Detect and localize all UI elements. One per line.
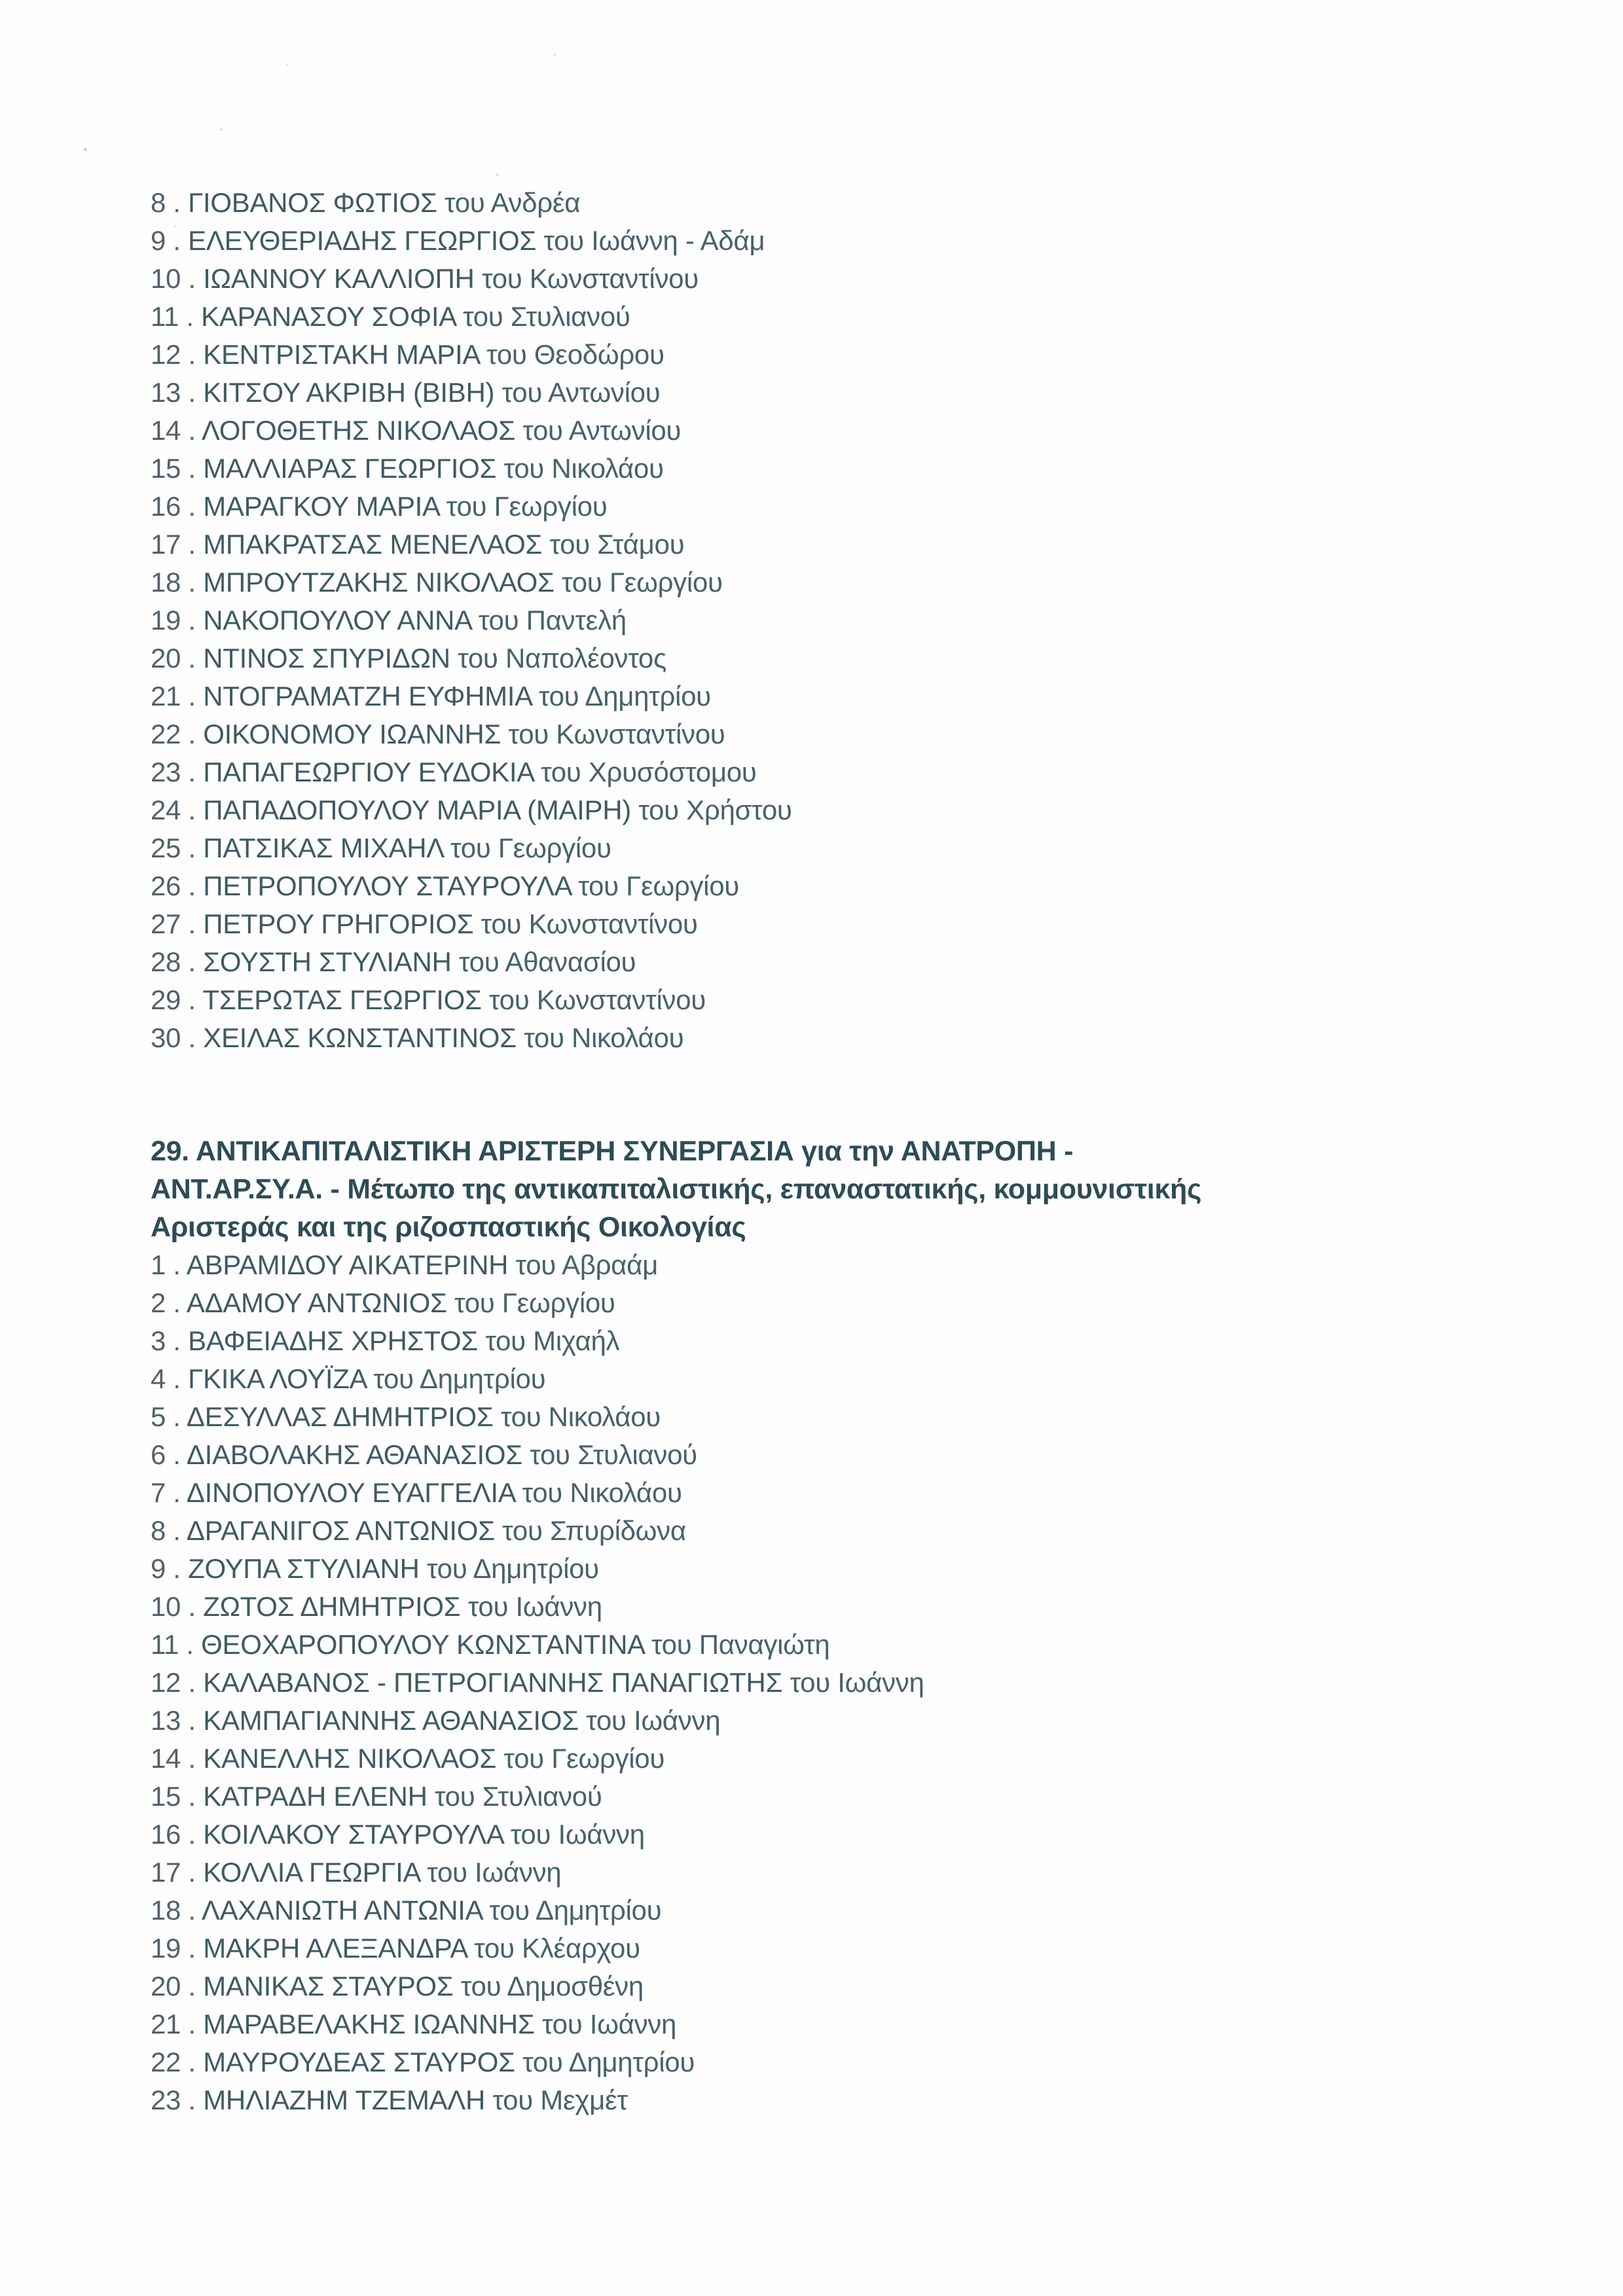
candidate-entry xyxy=(151,1740,1544,1778)
candidate-entry xyxy=(151,1284,1544,1322)
entry-patronymic: του Κλέαρχου xyxy=(474,1933,640,1964)
entry-patronymic: του Στάμου xyxy=(549,529,685,560)
entry-patronymic: του Ναπολέοντος xyxy=(458,643,666,673)
entry-number: 19 . xyxy=(151,1933,196,1964)
candidate-entry xyxy=(151,450,1544,488)
entry-name: ΚΑΜΠΑΓΙΑΝΝΗΣ ΑΘΑΝΑΣΙΟΣ xyxy=(203,1705,579,1736)
candidate-entry xyxy=(151,639,1544,677)
entry-number: 12 . xyxy=(151,339,196,370)
candidate-entry xyxy=(151,184,1544,222)
entry-number: 29 . xyxy=(151,984,196,1015)
candidate-entry xyxy=(151,1626,1544,1664)
candidate-entry xyxy=(151,2043,1544,2081)
entry-number: 25 . xyxy=(151,833,196,863)
entry-number: 11 . xyxy=(151,1629,194,1660)
entry-name: ΤΣΕΡΩΤΑΣ ΓΕΩΡΓΙΟΣ xyxy=(202,984,482,1015)
entry-number: 5 . xyxy=(151,1401,181,1432)
entry-number: 26 . xyxy=(151,870,196,901)
candidate-entry xyxy=(151,260,1544,298)
entry-patronymic: του Παντελή xyxy=(478,605,627,636)
candidate-entry xyxy=(151,715,1544,753)
entry-name: ΑΔΑΜΟΥ ΑΝΤΩΝΙΟΣ xyxy=(186,1287,447,1318)
entry-name: ΜΠΑΚΡΑΤΣΑΣ ΜΕΝΕΛΑΟΣ xyxy=(203,529,543,560)
entry-number: 14 . xyxy=(151,415,196,446)
candidate-entry xyxy=(151,564,1544,601)
entry-patronymic: του Χρυσόστομου xyxy=(541,757,757,787)
entry-name: ΜΠΡΟΥΤΖΑΚΗΣ ΝΙΚΟΛΑΟΣ xyxy=(203,567,555,598)
scan-speck xyxy=(286,63,289,66)
entry-number: 22 . xyxy=(151,719,196,749)
entry-patronymic: του Χρήστου xyxy=(638,795,792,825)
entry-name: ΜΑΥΡΟΥΔΕΑΣ ΣΤΑΥΡΟΣ xyxy=(203,2047,515,2077)
entry-name: ΒΑΦΕΙΑΔΗΣ ΧΡΗΣΤΟΣ xyxy=(188,1325,478,1356)
entry-patronymic: του Δημητρίου xyxy=(489,1895,662,1926)
candidate-entry xyxy=(151,2005,1544,2043)
entry-number: 6 . xyxy=(151,1439,181,1470)
entry-name: ΚΑΛΑΒΑΝΟΣ - ΠΕΤΡΟΓΙΑΝΝΗΣ ΠΑΝΑΓΙΩΤΗΣ xyxy=(203,1667,783,1698)
candidate-list-top xyxy=(151,184,1544,1057)
entry-patronymic: του Στυλιανού xyxy=(530,1439,697,1470)
entry-name: ΘΕΟΧΑΡΟΠΟΥΛΟΥ ΚΩΝΣΤΑΝΤΙΝΑ xyxy=(201,1629,644,1660)
entry-number: 18 . xyxy=(151,1895,196,1926)
party-heading-line-1: 29. ΑΝΤΙΚΑΠΙΤΑΛΙΣΤΙΚΗ ΑΡΙΣΤΕΡΗ ΣΥΝΕΡΓΑΣΙΑ για την ΑΝΑΤΡΟΠΗ - xyxy=(151,1136,1074,1167)
entry-name: ΓΚΙΚΑ ΛΟΥΪΖΑ xyxy=(188,1363,366,1394)
entry-number: 15 . xyxy=(151,453,196,484)
entry-number: 1 . xyxy=(151,1249,181,1280)
entry-number: 30 . xyxy=(151,1022,196,1053)
candidate-entry xyxy=(151,222,1544,260)
entry-number: 20 . xyxy=(151,643,196,673)
entry-number: 28 . xyxy=(151,946,196,977)
entry-name: ΧΕΙΛΑΣ ΚΩΝΣΤΑΝΤΙΝΟΣ xyxy=(203,1022,517,1053)
entry-name: ΔΙΑΒΟΛΑΚΗΣ ΑΘΑΝΑΣΙΟΣ xyxy=(186,1439,522,1470)
entry-number: 3 . xyxy=(151,1325,181,1356)
candidate-entry xyxy=(151,1474,1544,1512)
entry-patronymic: του Γεωργίου xyxy=(450,833,611,863)
entry-number: 21 . xyxy=(151,681,196,711)
entry-patronymic: του Αντωνίου xyxy=(501,377,661,408)
entry-patronymic: του Μιχαήλ xyxy=(485,1325,620,1356)
entry-patronymic: του Γεωργίου xyxy=(446,491,608,522)
candidate-entry xyxy=(151,1664,1544,1702)
entry-number: 10 . xyxy=(151,1591,196,1622)
entry-number: 17 . xyxy=(151,1857,196,1888)
entry-name: ΓΙΟΒΑΝΟΣ ΦΩΤΙΟΣ xyxy=(188,187,437,218)
candidate-entry xyxy=(151,1778,1544,1816)
entry-name: ΜΑΡΑΓΚΟΥ ΜΑΡΙΑ xyxy=(203,491,439,522)
candidate-entry xyxy=(151,1816,1544,1854)
entry-patronymic: του Δημητρίου xyxy=(538,681,711,711)
entry-name: ΚΙΤΣΟΥ ΑΚΡΙΒΗ (ΒΙΒΗ) xyxy=(203,377,495,408)
entry-name: ΠΕΤΡΟΥ ΓΡΗΓΟΡΙΟΣ xyxy=(203,908,474,939)
scan-speck xyxy=(553,54,556,56)
entry-patronymic: του Σπυρίδωνα xyxy=(502,1515,686,1546)
entry-patronymic: του Στυλιανού xyxy=(463,301,630,332)
entry-name: ΔΡΑΓΑΝΙΓΟΣ ΑΝΤΩΝΙΟΣ xyxy=(186,1515,495,1546)
candidate-entry xyxy=(151,412,1544,450)
candidate-entry xyxy=(151,981,1544,1019)
entry-name: ΟΙΚΟΝΟΜΟΥ ΙΩΑΝΝΗΣ xyxy=(203,719,501,749)
entry-name: ΚΕΝΤΡΙΣΤΑΚΗ ΜΑΡΙΑ xyxy=(203,339,479,370)
candidate-entry xyxy=(151,1892,1544,1929)
candidate-entry xyxy=(151,488,1544,526)
entry-patronymic: του Δημητρίου xyxy=(426,1553,599,1584)
entry-patronymic: του Ιωάννη xyxy=(427,1857,562,1888)
party-heading-line-2: ΑΝΤ.ΑΡ.ΣΥ.Α. - Μέτωπο της αντικαπιταλιστικής, επαναστατικής, κομμουνιστικής xyxy=(151,1174,1202,1205)
entry-name: ΚΟΙΛΑΚΟΥ ΣΤΑΥΡΟΥΛΑ xyxy=(203,1819,503,1850)
candidate-entry xyxy=(151,1246,1544,1284)
candidate-entry xyxy=(151,601,1544,639)
entry-name: ΕΛΕΥΘΕΡΙΑΔΗΣ ΓΕΩΡΓΙΟΣ xyxy=(188,225,536,256)
entry-patronymic: του Στυλιανού xyxy=(434,1781,602,1812)
candidate-entry xyxy=(151,1398,1544,1436)
entry-patronymic: του Αθανασίου xyxy=(458,946,636,977)
entry-number: 23 . xyxy=(151,2085,196,2115)
entry-number: 4 . xyxy=(151,1363,181,1394)
entry-number: 7 . xyxy=(151,1477,181,1508)
entry-patronymic: του Ανδρέα xyxy=(445,187,581,218)
entry-patronymic: του Ιωάννη xyxy=(467,1591,602,1622)
entry-patronymic: του Νικολάου xyxy=(503,453,664,484)
entry-patronymic: του Μεχμέτ xyxy=(492,2085,628,2115)
entry-name: ΚΑΝΕΛΛΗΣ ΝΙΚΟΛΑΟΣ xyxy=(203,1743,497,1774)
candidate-entry xyxy=(151,1929,1544,1967)
candidate-entry xyxy=(151,1588,1544,1626)
entry-patronymic: του Κωνσταντίνου xyxy=(508,719,725,749)
entry-number: 17 . xyxy=(151,529,196,560)
entry-number: 2 . xyxy=(151,1287,181,1318)
entry-name: ΝΑΚΟΠΟΥΛΟΥ ΑΝΝΑ xyxy=(203,605,471,636)
entry-name: ΠΑΤΣΙΚΑΣ ΜΙΧΑΗΛ xyxy=(203,833,443,863)
candidate-entry xyxy=(151,374,1544,412)
entry-patronymic: του Νικολάου xyxy=(524,1022,684,1053)
entry-name: ΚΑΤΡΑΔΗ ΕΛΕΝΗ xyxy=(203,1781,428,1812)
candidate-entry xyxy=(151,829,1544,867)
entry-patronymic: του Γεωργίου xyxy=(562,567,723,598)
entry-name: ΛΟΓΟΘΕΤΗΣ ΝΙΚΟΛΑΟΣ xyxy=(201,415,515,446)
entry-number: 12 . xyxy=(151,1667,196,1698)
scan-speck xyxy=(220,128,223,131)
entry-patronymic: του Νικολάου xyxy=(522,1477,682,1508)
entry-name: ΑΒΡΑΜΙΔΟΥ ΑΙΚΑΤΕΡΙΝΗ xyxy=(186,1249,509,1280)
entry-patronymic: του Κωνσταντίνου xyxy=(488,984,706,1015)
entry-patronymic: του Γεωργίου xyxy=(578,870,739,901)
entry-name: ΚΟΛΛΙΑ ΓΕΩΡΓΙΑ xyxy=(203,1857,420,1888)
entry-name: ΙΩΑΝΝΟΥ ΚΑΛΛΙΟΠΗ xyxy=(203,263,475,294)
entry-name: ΚΑΡΑΝΑΣΟΥ ΣΟΦΙΑ xyxy=(201,301,456,332)
entry-patronymic: του Ιωάννη - Αδάμ xyxy=(543,225,765,256)
entry-patronymic: του Δημητρίου xyxy=(522,2047,695,2077)
party-heading xyxy=(151,1132,1544,1246)
page-content xyxy=(151,184,1544,2119)
entry-patronymic: του Κωνσταντίνου xyxy=(481,263,699,294)
entry-patronymic: του Γεωργίου xyxy=(503,1743,665,1774)
candidate-entry xyxy=(151,867,1544,905)
candidate-entry xyxy=(151,526,1544,564)
entry-name: ΜΗΛΙΑΖΗΜ ΤΖΕΜΑΛΗ xyxy=(203,2085,486,2115)
candidate-entry xyxy=(151,1967,1544,2005)
candidate-entry xyxy=(151,1702,1544,1740)
entry-name: ΝΤΟΓΡΑΜΑΤΖΗ ΕΥΦΗΜΙΑ xyxy=(203,681,532,711)
entry-patronymic: του Θεοδώρου xyxy=(486,339,665,370)
entry-number: 22 . xyxy=(151,2047,196,2077)
entry-patronymic: του Νικολάου xyxy=(500,1401,661,1432)
entry-number: 9 . xyxy=(151,225,181,256)
entry-name: ΣΟΥΣΤΗ ΣΤΥΛΙΑΝΗ xyxy=(203,946,452,977)
entry-number: 16 . xyxy=(151,1819,196,1850)
candidate-list-bottom xyxy=(151,1246,1544,2119)
entry-name: ΜΑΝΙΚΑΣ ΣΤΑΥΡΟΣ xyxy=(203,1971,454,2001)
candidate-entry xyxy=(151,1854,1544,1892)
entry-name: ΖΟΥΠΑ ΣΤΥΛΙΑΝΗ xyxy=(188,1553,420,1584)
candidate-entry xyxy=(151,753,1544,791)
entry-number: 21 . xyxy=(151,2009,196,2039)
entry-number: 8 . xyxy=(151,187,181,218)
scan-speck xyxy=(84,148,87,151)
entry-name: ΔΙΝΟΠΟΥΛΟΥ ΕΥΑΓΓΕΛΙΑ xyxy=(186,1477,515,1508)
entry-number: 13 . xyxy=(151,377,196,408)
entry-name: ΠΑΠΑΔΟΠΟΥΛΟΥ ΜΑΡΙΑ (ΜΑΙΡΗ) xyxy=(203,795,631,825)
entry-number: 19 . xyxy=(151,605,196,636)
entry-name: ΖΩΤΟΣ ΔΗΜΗΤΡΙΟΣ xyxy=(203,1591,461,1622)
entry-patronymic: του Δημοσθένη xyxy=(460,1971,644,2001)
candidate-entry xyxy=(151,2081,1544,2119)
entry-number: 23 . xyxy=(151,757,196,787)
entry-number: 20 . xyxy=(151,1971,196,2001)
entry-name: ΛΑΧΑΝΙΩΤΗ ΑΝΤΩΝΙΑ xyxy=(201,1895,482,1926)
entry-patronymic: του Δημητρίου xyxy=(373,1363,546,1394)
entry-name: ΜΑΚΡΗ ΑΛΕΞΑΝΔΡΑ xyxy=(203,1933,467,1964)
entry-number: 27 . xyxy=(151,908,196,939)
party-heading-line-3: Αριστεράς και της ριζοσπαστικής Οικολογίας xyxy=(151,1211,746,1243)
entry-patronymic: του Ιωάννη xyxy=(510,1819,645,1850)
entry-patronymic: του Ιωάννη xyxy=(790,1667,924,1698)
entry-patronymic: του Αντωνίου xyxy=(522,415,682,446)
entry-patronymic: του Παναγιώτη xyxy=(651,1629,830,1660)
candidate-entry xyxy=(151,1550,1544,1588)
entry-name: ΝΤΙΝΟΣ ΣΠΥΡΙΔΩΝ xyxy=(203,643,450,673)
entry-name: ΜΑΡΑΒΕΛΑΚΗΣ ΙΩΑΝΝΗΣ xyxy=(203,2009,535,2039)
entry-number: 18 . xyxy=(151,567,196,598)
candidate-entry xyxy=(151,1360,1544,1398)
entry-number: 10 . xyxy=(151,263,196,294)
candidate-entry xyxy=(151,943,1544,981)
entry-name: ΠΕΤΡΟΠΟΥΛΟΥ ΣΤΑΥΡΟΥΛΑ xyxy=(203,870,571,901)
candidate-entry xyxy=(151,336,1544,374)
candidate-entry xyxy=(151,905,1544,943)
entry-name: ΠΑΠΑΓΕΩΡΓΙΟΥ ΕΥΔΟΚΙΑ xyxy=(203,757,534,787)
entry-patronymic: του Γεωργίου xyxy=(454,1287,615,1318)
entry-number: 11 . xyxy=(151,301,194,332)
entry-patronymic: του Ιωάννη xyxy=(586,1705,721,1736)
entry-name: ΜΑΛΛΙΑΡΑΣ ΓΕΩΡΓΙΟΣ xyxy=(203,453,497,484)
candidate-entry xyxy=(151,1019,1544,1057)
candidate-entry xyxy=(151,298,1544,336)
entry-patronymic: του Αβραάμ xyxy=(515,1249,659,1280)
candidate-entry xyxy=(151,1322,1544,1360)
entry-number: 24 . xyxy=(151,795,196,825)
entry-number: 14 . xyxy=(151,1743,196,1774)
entry-number: 8 . xyxy=(151,1515,181,1546)
candidate-entry xyxy=(151,1512,1544,1550)
candidate-entry xyxy=(151,1436,1544,1474)
entry-number: 9 . xyxy=(151,1553,181,1584)
entry-name: ΔΕΣΥΛΛΑΣ ΔΗΜΗΤΡΙΟΣ xyxy=(186,1401,494,1432)
entry-number: 16 . xyxy=(151,491,196,522)
entry-patronymic: του Κωνσταντίνου xyxy=(481,908,698,939)
entry-number: 15 . xyxy=(151,1781,196,1812)
entry-number: 13 . xyxy=(151,1705,196,1736)
entry-patronymic: του Ιωάννη xyxy=(541,2009,677,2039)
candidate-entry xyxy=(151,791,1544,829)
scan-speck xyxy=(496,173,499,176)
candidate-entry xyxy=(151,677,1544,715)
